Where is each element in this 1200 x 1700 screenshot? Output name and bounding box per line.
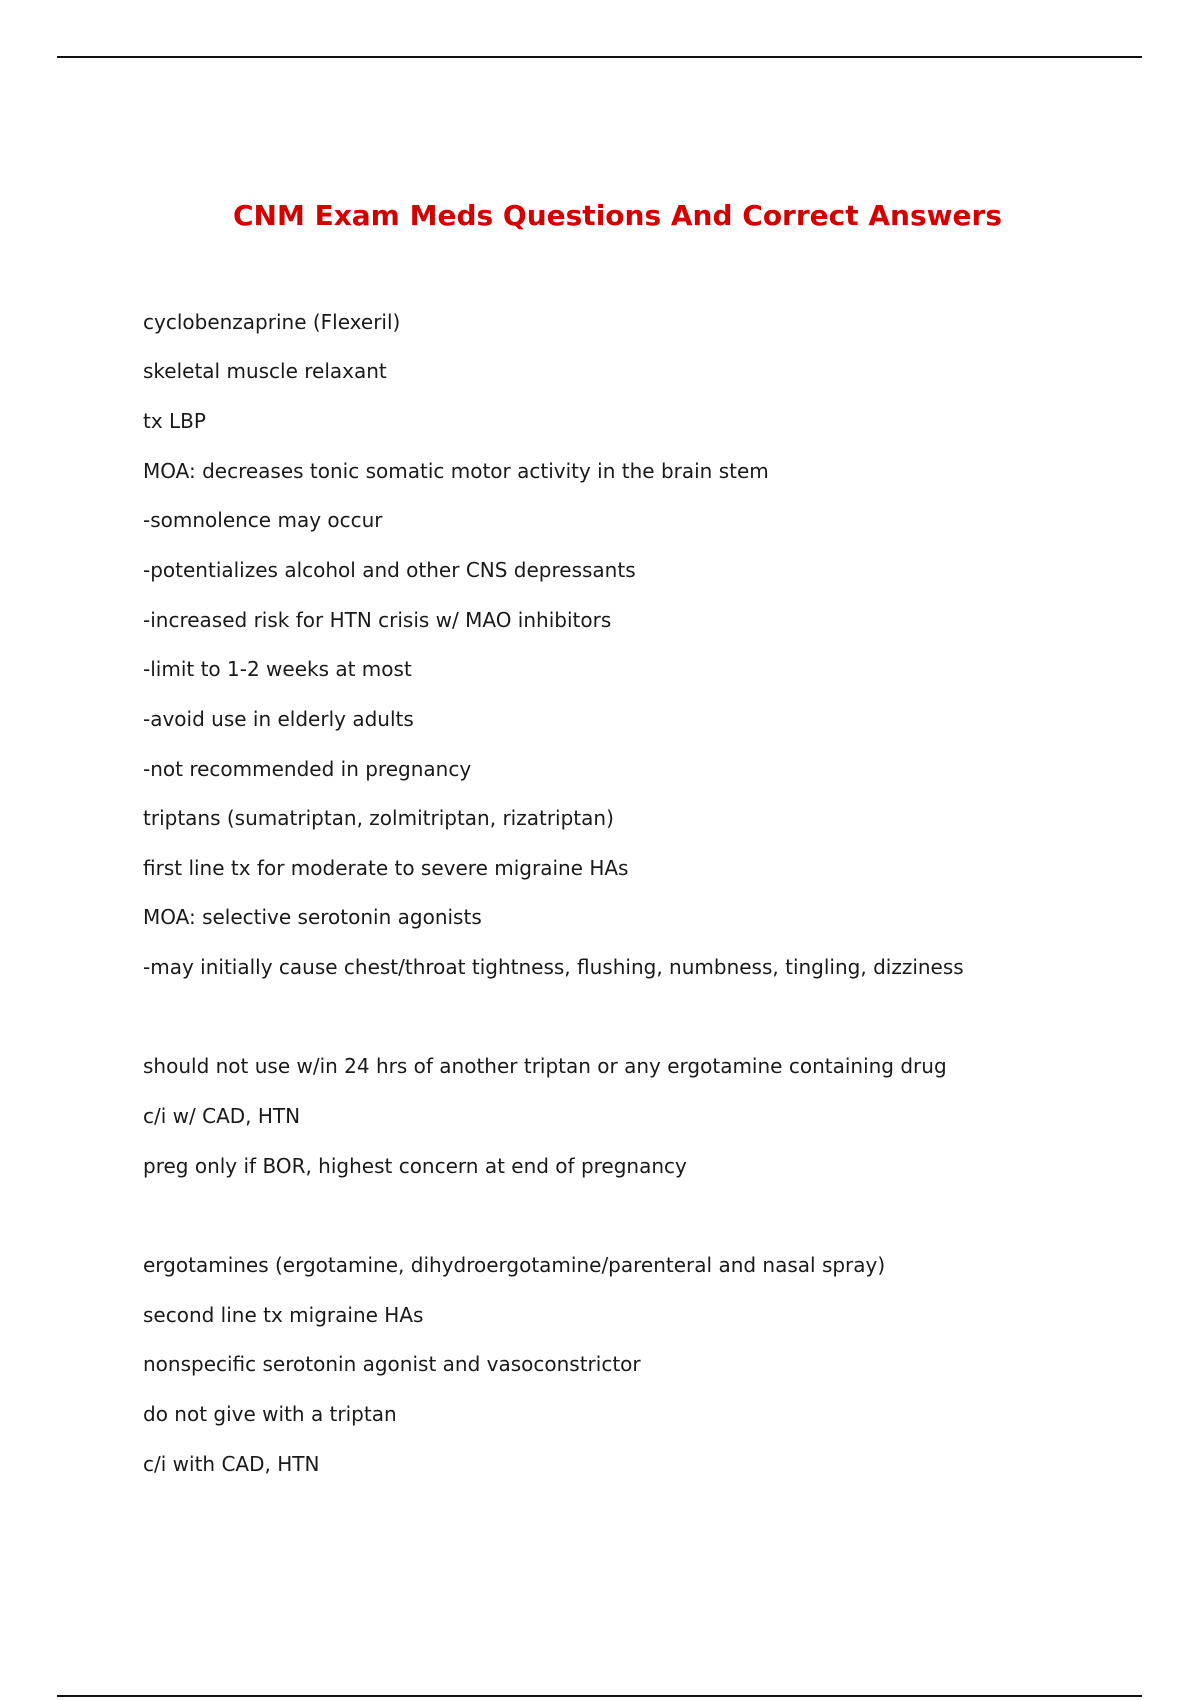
text-line: -may initially cause chest/throat tightness, flushing, numbness, tingling, dizziness [143,955,964,979]
text-line: nonspecific serotonin agonist and vasoconstrictor [143,1352,641,1376]
text-line: -not recommended in pregnancy [143,757,472,781]
text-line: triptans (sumatriptan, zolmitriptan, rizatriptan) [143,806,614,830]
top-rule [57,56,1142,58]
page-title: CNM Exam Meds Questions And Correct Answers [233,199,1002,232]
text-line: -potentializes alcohol and other CNS depressants [143,558,636,582]
text-line: should not use w/in 24 hrs of another triptan or any ergotamine containing drug [143,1054,947,1078]
text-line: -avoid use in elderly adults [143,707,414,731]
text-line: tx LBP [143,409,206,433]
text-line: MOA: decreases tonic somatic motor activity in the brain stem [143,459,769,483]
text-line: -increased risk for HTN crisis w/ MAO inhibitors [143,608,612,632]
text-line: c/i w/ CAD, HTN [143,1104,301,1128]
text-line: -somnolence may occur [143,508,383,532]
bottom-rule [57,1695,1142,1697]
text-line: MOA: selective serotonin agonists [143,905,482,929]
text-line: first line tx for moderate to severe migraine HAs [143,856,629,880]
text-line: ergotamines (ergotamine, dihydroergotamine/parenteral and nasal spray) [143,1253,886,1277]
text-line: cyclobenzaprine (Flexeril) [143,310,401,334]
text-line: c/i with CAD, HTN [143,1452,320,1476]
text-line: preg only if BOR, highest concern at end of pregnancy [143,1154,687,1178]
text-line: skeletal muscle relaxant [143,359,387,383]
text-line: -limit to 1-2 weeks at most [143,657,412,681]
text-line: do not give with a triptan [143,1402,397,1426]
text-line: second line tx migraine HAs [143,1303,424,1327]
